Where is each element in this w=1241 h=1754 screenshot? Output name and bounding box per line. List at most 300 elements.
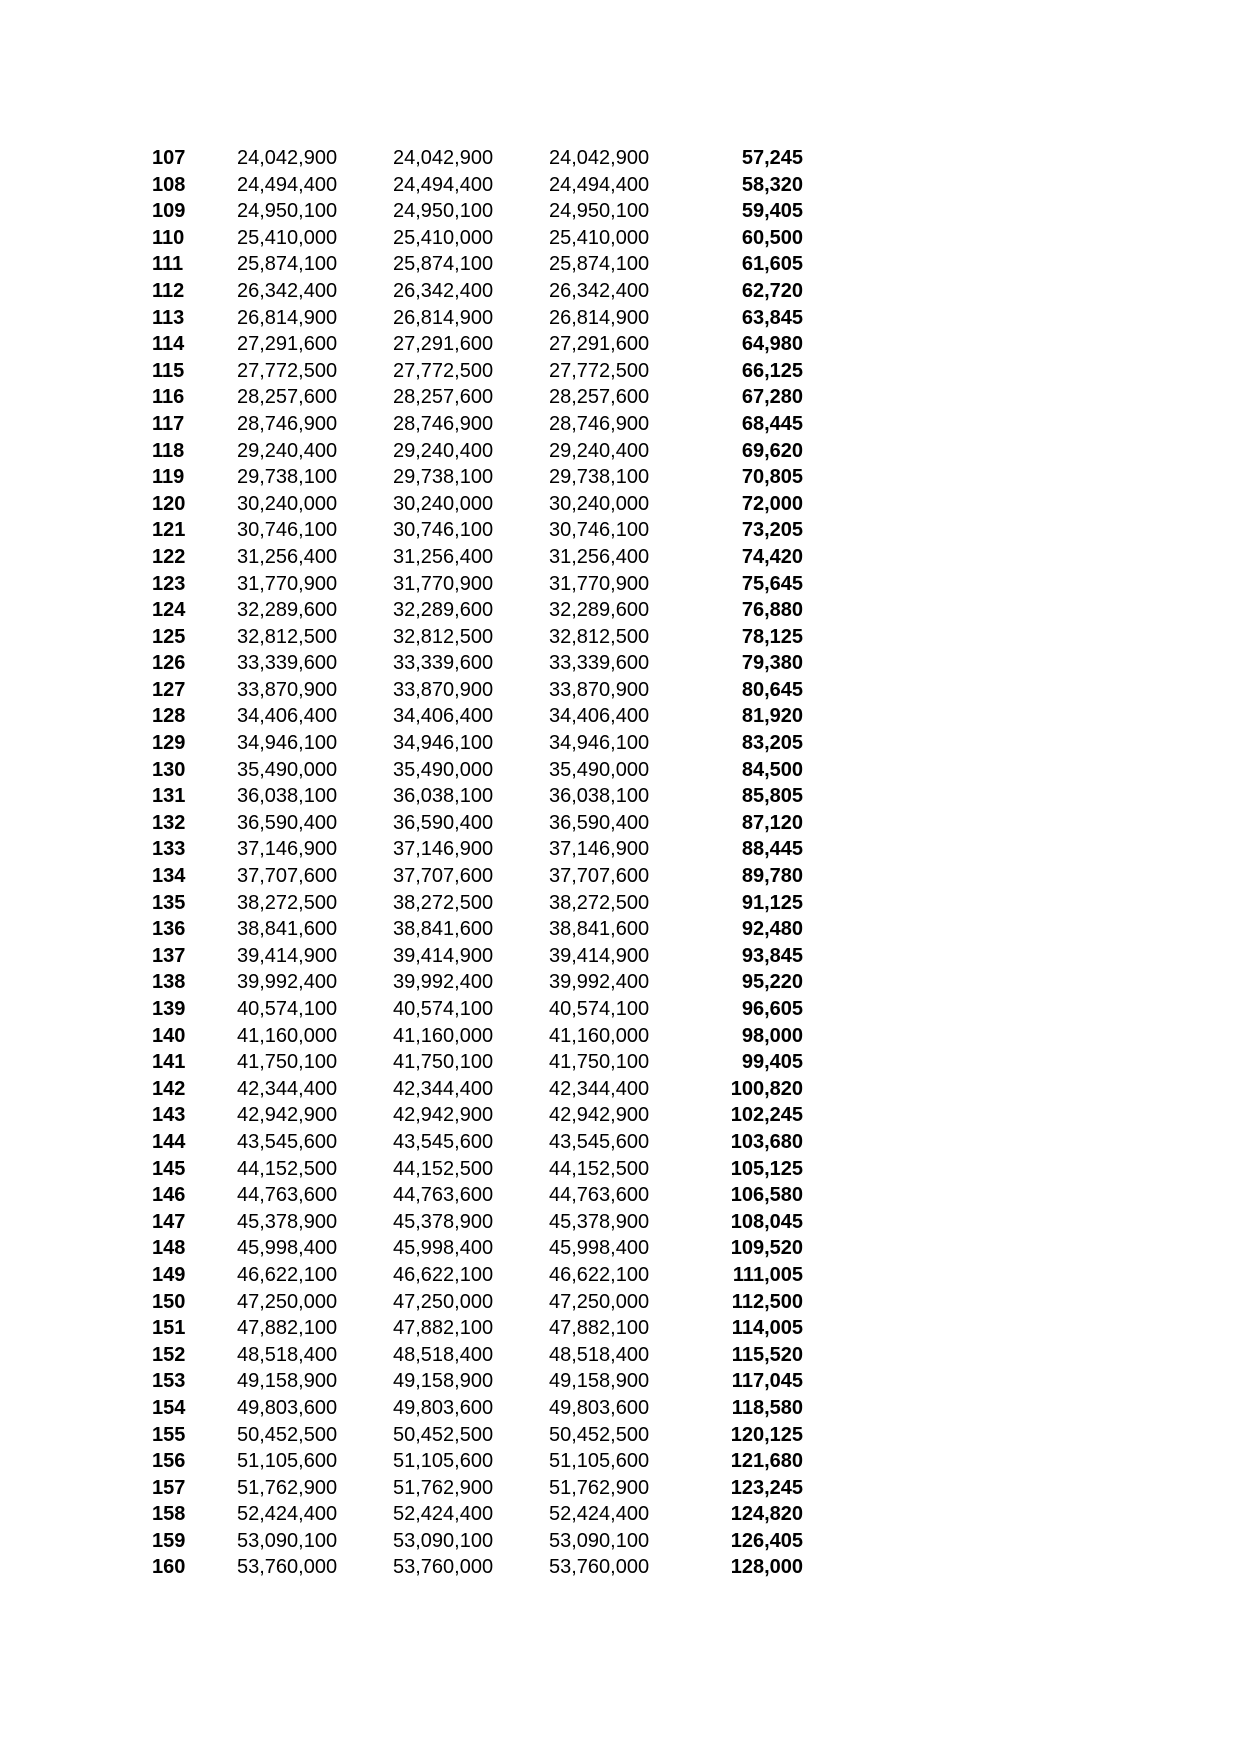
total-cell: 87,120 [741,811,803,834]
total-cell: 99,405 [741,1051,803,1074]
value-cell-b: 33,339,600 [393,652,494,675]
value-cell-c: 40,574,100 [549,998,650,1020]
value-cell-b: 28,257,600 [393,386,494,409]
table-row [0,969,1241,996]
table-row [0,145,1241,172]
table-row [0,1182,1241,1209]
table-row [0,1023,1241,1050]
value-cell-b: 26,342,400 [393,279,494,302]
value-cell-c: 37,707,600 [549,865,650,888]
value-cell-b: 37,707,600 [393,865,494,888]
value-cell-a: 38,841,600 [237,918,338,941]
value-cell-c: 44,152,500 [549,1157,650,1180]
value-cell-a: 30,746,100 [237,519,338,542]
value-cell-b: 42,344,400 [393,1077,494,1100]
value-cell-c: 26,342,400 [549,279,650,302]
value-cell-c: 29,240,400 [549,439,650,462]
row-index-cell: 155 [152,1423,186,1446]
value-cell-a: 41,160,000 [237,1024,338,1047]
table-row [0,996,1241,1023]
total-cell: 114,005 [731,1317,803,1340]
table-row [0,650,1241,677]
table-row [0,438,1241,465]
value-cell-c: 32,812,500 [549,625,650,648]
total-cell: 91,125 [741,891,803,914]
total-cell: 102,245 [730,1104,803,1127]
value-cell-a: 53,760,000 [237,1556,338,1579]
value-cell-b: 25,874,100 [393,253,494,276]
total-cell: 85,805 [741,785,803,808]
value-cell-b: 37,146,900 [393,838,494,861]
value-cell-b: 43,545,600 [393,1130,494,1153]
value-cell-b: 45,378,900 [393,1210,494,1233]
table-row [0,1289,1241,1316]
value-cell-b: 47,882,100 [393,1317,494,1340]
total-cell: 58,320 [741,173,803,196]
total-cell: 95,220 [741,971,803,994]
table-row [0,411,1241,438]
total-cell: 72,000 [741,492,803,515]
value-cell-c: 27,291,600 [549,333,650,356]
value-cell-a: 48,518,400 [237,1343,338,1366]
value-cell-a: 35,490,000 [237,758,338,781]
value-cell-c: 53,090,100 [549,1529,650,1552]
value-cell-a: 51,105,600 [237,1450,338,1473]
table-row [0,384,1241,411]
value-cell-a: 36,590,400 [237,811,338,834]
value-cell-c: 52,424,400 [549,1503,650,1526]
row-index-cell: 157 [152,1476,186,1499]
row-index-cell: 117 [152,412,185,435]
total-cell: 79,380 [741,652,803,675]
row-index-cell: 159 [152,1529,186,1552]
total-cell: 96,605 [741,998,803,1020]
value-cell-c: 33,870,900 [549,678,650,701]
row-index-cell: 123 [152,572,186,595]
value-cell-a: 34,946,100 [237,732,338,755]
value-cell-a: 26,342,400 [237,279,338,302]
total-cell: 76,880 [741,599,803,622]
table-row [0,677,1241,704]
row-index-cell: 111 [152,253,184,276]
table-row [0,1262,1241,1289]
value-cell-c: 49,158,900 [549,1370,650,1393]
row-index-cell: 160 [152,1556,186,1579]
value-cell-b: 27,291,600 [393,333,494,356]
value-cell-c: 32,289,600 [549,599,650,622]
table-row [0,783,1241,810]
value-cell-c: 30,240,000 [549,492,650,515]
value-cell-c: 42,942,900 [549,1104,650,1127]
table-row [0,836,1241,863]
total-cell: 124,820 [730,1503,803,1526]
total-cell: 63,845 [741,306,803,329]
value-cell-a: 42,344,400 [237,1077,338,1100]
table-row [0,1049,1241,1076]
value-cell-c: 31,256,400 [549,545,650,568]
table-row [0,198,1241,225]
value-cell-a: 30,240,000 [237,492,338,515]
table-row [0,225,1241,252]
value-cell-b: 40,574,100 [393,998,494,1020]
value-cell-b: 33,870,900 [393,678,494,701]
total-cell: 75,645 [741,572,803,595]
total-cell: 89,780 [741,865,803,888]
value-cell-a: 33,870,900 [237,678,338,701]
value-cell-c: 45,998,400 [549,1237,650,1260]
value-cell-c: 35,490,000 [549,758,650,781]
total-cell: 105,125 [730,1157,803,1180]
value-cell-b: 52,424,400 [393,1503,494,1526]
table-row [0,331,1241,358]
value-cell-a: 24,042,900 [237,147,338,169]
row-index-cell: 128 [152,705,186,728]
value-cell-c: 25,874,100 [549,253,650,276]
row-index-cell: 137 [152,944,186,967]
table-row [0,517,1241,544]
row-index-cell: 153 [152,1370,186,1393]
value-cell-b: 49,158,900 [393,1370,494,1393]
table-row [0,491,1241,518]
value-cell-c: 39,414,900 [549,944,650,967]
value-cell-c: 50,452,500 [549,1423,650,1446]
value-cell-b: 24,950,100 [393,200,494,223]
value-cell-c: 25,410,000 [549,226,650,249]
value-cell-b: 34,946,100 [393,732,494,755]
value-cell-b: 42,942,900 [393,1104,494,1127]
value-cell-a: 32,289,600 [237,599,338,622]
value-cell-c: 45,378,900 [549,1210,650,1233]
table-row [0,863,1241,890]
value-cell-b: 27,772,500 [393,359,494,382]
table-row [0,464,1241,491]
value-cell-c: 37,146,900 [549,838,650,861]
value-cell-a: 24,950,100 [237,200,338,223]
value-cell-b: 32,289,600 [393,599,494,622]
total-cell: 121,680 [730,1450,803,1473]
total-cell: 64,980 [741,333,803,356]
row-index-cell: 138 [152,971,186,994]
row-index-cell: 129 [152,732,186,755]
value-cell-c: 44,763,600 [549,1184,650,1207]
row-index-cell: 149 [152,1263,186,1286]
value-cell-a: 28,746,900 [237,412,338,435]
total-cell: 74,420 [741,545,803,568]
row-index-cell: 148 [152,1237,186,1260]
table-row [0,1528,1241,1555]
table-row [0,1554,1241,1581]
table-row [0,1235,1241,1262]
total-cell: 80,645 [741,678,803,701]
value-cell-a: 44,152,500 [237,1157,338,1180]
value-cell-b: 51,762,900 [393,1476,494,1499]
value-cell-c: 39,992,400 [549,971,650,994]
value-cell-c: 29,738,100 [549,466,650,489]
value-cell-a: 44,763,600 [237,1184,338,1207]
total-cell: 78,125 [741,625,803,648]
value-cell-b: 31,256,400 [393,545,494,568]
value-cell-c: 46,622,100 [549,1263,650,1286]
value-cell-a: 34,406,400 [237,705,338,728]
total-cell: 57,245 [741,147,803,169]
table-row [0,624,1241,651]
table-row [0,358,1241,385]
table-row [0,278,1241,305]
value-cell-a: 27,772,500 [237,359,338,382]
value-cell-c: 47,882,100 [549,1317,650,1340]
row-index-cell: 125 [152,625,186,648]
table-row [0,172,1241,199]
value-cell-b: 45,998,400 [393,1237,494,1260]
row-index-cell: 134 [152,865,186,888]
value-cell-b: 50,452,500 [393,1423,494,1446]
value-cell-c: 24,950,100 [549,200,650,223]
value-cell-c: 38,272,500 [549,891,650,914]
table-row [0,1315,1241,1342]
value-cell-b: 30,240,000 [393,492,494,515]
table-row [0,1368,1241,1395]
value-cell-a: 53,090,100 [237,1529,338,1552]
value-cell-b: 28,746,900 [393,412,494,435]
total-cell: 112,500 [731,1290,803,1313]
value-cell-b: 38,272,500 [393,891,494,914]
value-cell-a: 47,250,000 [237,1290,338,1313]
total-cell: 120,125 [730,1423,803,1446]
value-cell-b: 53,760,000 [393,1556,494,1579]
total-cell: 66,125 [741,359,803,382]
table-row [0,757,1241,784]
row-index-cell: 108 [152,173,186,196]
value-cell-c: 41,160,000 [549,1024,650,1047]
row-index-cell: 120 [152,492,186,515]
total-cell: 98,000 [741,1024,803,1047]
value-cell-a: 49,158,900 [237,1370,338,1393]
total-cell: 103,680 [730,1130,803,1153]
total-cell: 69,620 [741,439,803,462]
value-cell-a: 25,410,000 [237,226,338,249]
row-index-cell: 126 [152,652,186,675]
value-cell-a: 50,452,500 [237,1423,338,1446]
value-cell-b: 24,042,900 [393,147,494,169]
total-cell: 68,445 [741,412,803,435]
row-index-cell: 140 [152,1024,186,1047]
row-index-cell: 136 [152,918,186,941]
total-cell: 106,580 [730,1184,803,1207]
value-cell-b: 34,406,400 [393,705,494,728]
total-cell: 61,605 [741,253,803,276]
value-cell-b: 39,414,900 [393,944,494,967]
row-index-cell: 151 [152,1317,186,1340]
value-cell-b: 41,160,000 [393,1024,494,1047]
value-cell-c: 31,770,900 [549,572,650,595]
row-index-cell: 109 [152,200,186,223]
total-cell: 62,720 [741,279,803,302]
total-cell: 88,445 [741,838,803,861]
value-cell-c: 41,750,100 [549,1051,650,1074]
row-index-cell: 144 [152,1130,186,1153]
table-row [0,810,1241,837]
value-cell-c: 24,042,900 [549,147,650,169]
value-cell-b: 25,410,000 [393,226,494,249]
row-index-cell: 145 [152,1157,186,1180]
value-cell-a: 38,272,500 [237,891,338,914]
row-index-cell: 146 [152,1184,186,1207]
value-cell-b: 48,518,400 [393,1343,494,1366]
table-row [0,1475,1241,1502]
value-cell-a: 51,762,900 [237,1476,338,1499]
value-cell-a: 33,339,600 [237,652,338,675]
total-cell: 128,000 [730,1556,803,1579]
value-cell-b: 46,622,100 [393,1263,494,1286]
total-cell: 67,280 [741,386,803,409]
row-index-cell: 118 [152,439,185,462]
total-cell: 70,805 [741,466,803,489]
value-cell-c: 51,105,600 [549,1450,650,1473]
value-cell-a: 25,874,100 [237,253,338,276]
value-cell-a: 45,378,900 [237,1210,338,1233]
value-cell-b: 36,590,400 [393,811,494,834]
value-cell-c: 27,772,500 [549,359,650,382]
table-row [0,1422,1241,1449]
total-cell: 109,520 [730,1237,803,1260]
value-cell-c: 34,946,100 [549,732,650,755]
value-cell-b: 31,770,900 [393,572,494,595]
value-cell-a: 24,494,400 [237,173,338,196]
value-cell-a: 31,770,900 [237,572,338,595]
value-cell-c: 53,760,000 [549,1556,650,1579]
value-cell-c: 28,257,600 [549,386,650,409]
value-cell-a: 27,291,600 [237,333,338,356]
row-index-cell: 143 [152,1104,186,1127]
row-index-cell: 107 [152,147,186,169]
value-cell-b: 32,812,500 [393,625,494,648]
value-cell-b: 49,803,600 [393,1396,494,1419]
table-row [0,1156,1241,1183]
table-row [0,916,1241,943]
row-index-cell: 156 [152,1450,186,1473]
total-cell: 83,205 [741,732,803,755]
total-cell: 59,405 [741,200,803,223]
value-cell-c: 48,518,400 [549,1343,650,1366]
value-cell-a: 39,992,400 [237,971,338,994]
data-table [0,145,1241,1581]
total-cell: 118,580 [731,1396,803,1419]
value-cell-b: 44,763,600 [393,1184,494,1207]
row-index-cell: 124 [152,599,186,622]
table-row [0,1342,1241,1369]
value-cell-a: 28,257,600 [237,386,338,409]
row-index-cell: 115 [152,359,185,382]
row-index-cell: 121 [152,519,186,542]
value-cell-a: 46,622,100 [237,1263,338,1286]
total-cell: 115,520 [731,1343,803,1366]
table-row [0,1102,1241,1129]
value-cell-b: 47,250,000 [393,1290,494,1313]
row-index-cell: 139 [152,998,186,1020]
value-cell-b: 35,490,000 [393,758,494,781]
value-cell-b: 51,105,600 [393,1450,494,1473]
value-cell-a: 29,738,100 [237,466,338,489]
table-row [0,1448,1241,1475]
value-cell-b: 39,992,400 [393,971,494,994]
value-cell-a: 40,574,100 [237,998,338,1020]
row-index-cell: 135 [152,891,186,914]
table-row [0,1076,1241,1103]
total-cell: 92,480 [741,918,803,941]
value-cell-c: 49,803,600 [549,1396,650,1419]
table-row [0,1395,1241,1422]
row-index-cell: 133 [152,838,186,861]
value-cell-c: 38,841,600 [549,918,650,941]
total-cell: 126,405 [730,1529,803,1552]
value-cell-b: 26,814,900 [393,306,494,329]
total-cell: 84,500 [741,758,803,781]
table-row [0,571,1241,598]
value-cell-a: 41,750,100 [237,1051,338,1074]
value-cell-a: 32,812,500 [237,625,338,648]
row-index-cell: 116 [152,386,185,409]
table-row [0,305,1241,332]
row-index-cell: 113 [152,306,185,329]
row-index-cell: 122 [152,545,186,568]
table-row [0,544,1241,571]
table-row [0,1501,1241,1528]
total-cell: 108,045 [730,1210,803,1233]
total-cell: 123,245 [730,1476,803,1499]
value-cell-c: 33,339,600 [549,652,650,675]
value-cell-a: 42,942,900 [237,1104,338,1127]
row-index-cell: 112 [152,279,185,302]
total-cell: 111,005 [732,1263,803,1286]
value-cell-b: 44,152,500 [393,1157,494,1180]
total-cell: 73,205 [741,519,803,542]
value-cell-b: 30,746,100 [393,519,494,542]
row-index-cell: 132 [152,811,186,834]
row-index-cell: 130 [152,758,186,781]
value-cell-b: 38,841,600 [393,918,494,941]
table-row [0,730,1241,757]
value-cell-a: 31,256,400 [237,545,338,568]
value-cell-a: 37,707,600 [237,865,338,888]
value-cell-c: 42,344,400 [549,1077,650,1100]
row-index-cell: 141 [152,1051,186,1074]
value-cell-a: 52,424,400 [237,1503,338,1526]
row-index-cell: 147 [152,1210,186,1233]
value-cell-a: 26,814,900 [237,306,338,329]
table-row [0,1129,1241,1156]
table-row [0,251,1241,278]
value-cell-a: 36,038,100 [237,785,338,808]
table-row [0,703,1241,730]
value-cell-c: 30,746,100 [549,519,650,542]
value-cell-c: 26,814,900 [549,306,650,329]
total-cell: 117,045 [731,1370,803,1393]
value-cell-c: 36,038,100 [549,785,650,808]
value-cell-a: 49,803,600 [237,1396,338,1419]
table-row [0,1209,1241,1236]
value-cell-c: 47,250,000 [549,1290,650,1313]
total-cell: 93,845 [741,944,803,967]
row-index-cell: 152 [152,1343,186,1366]
value-cell-c: 24,494,400 [549,173,650,196]
value-cell-b: 29,738,100 [393,466,494,489]
value-cell-b: 41,750,100 [393,1051,494,1074]
value-cell-a: 29,240,400 [237,439,338,462]
row-index-cell: 119 [152,466,185,489]
row-index-cell: 142 [152,1077,186,1100]
row-index-cell: 150 [152,1290,186,1313]
value-cell-b: 29,240,400 [393,439,494,462]
